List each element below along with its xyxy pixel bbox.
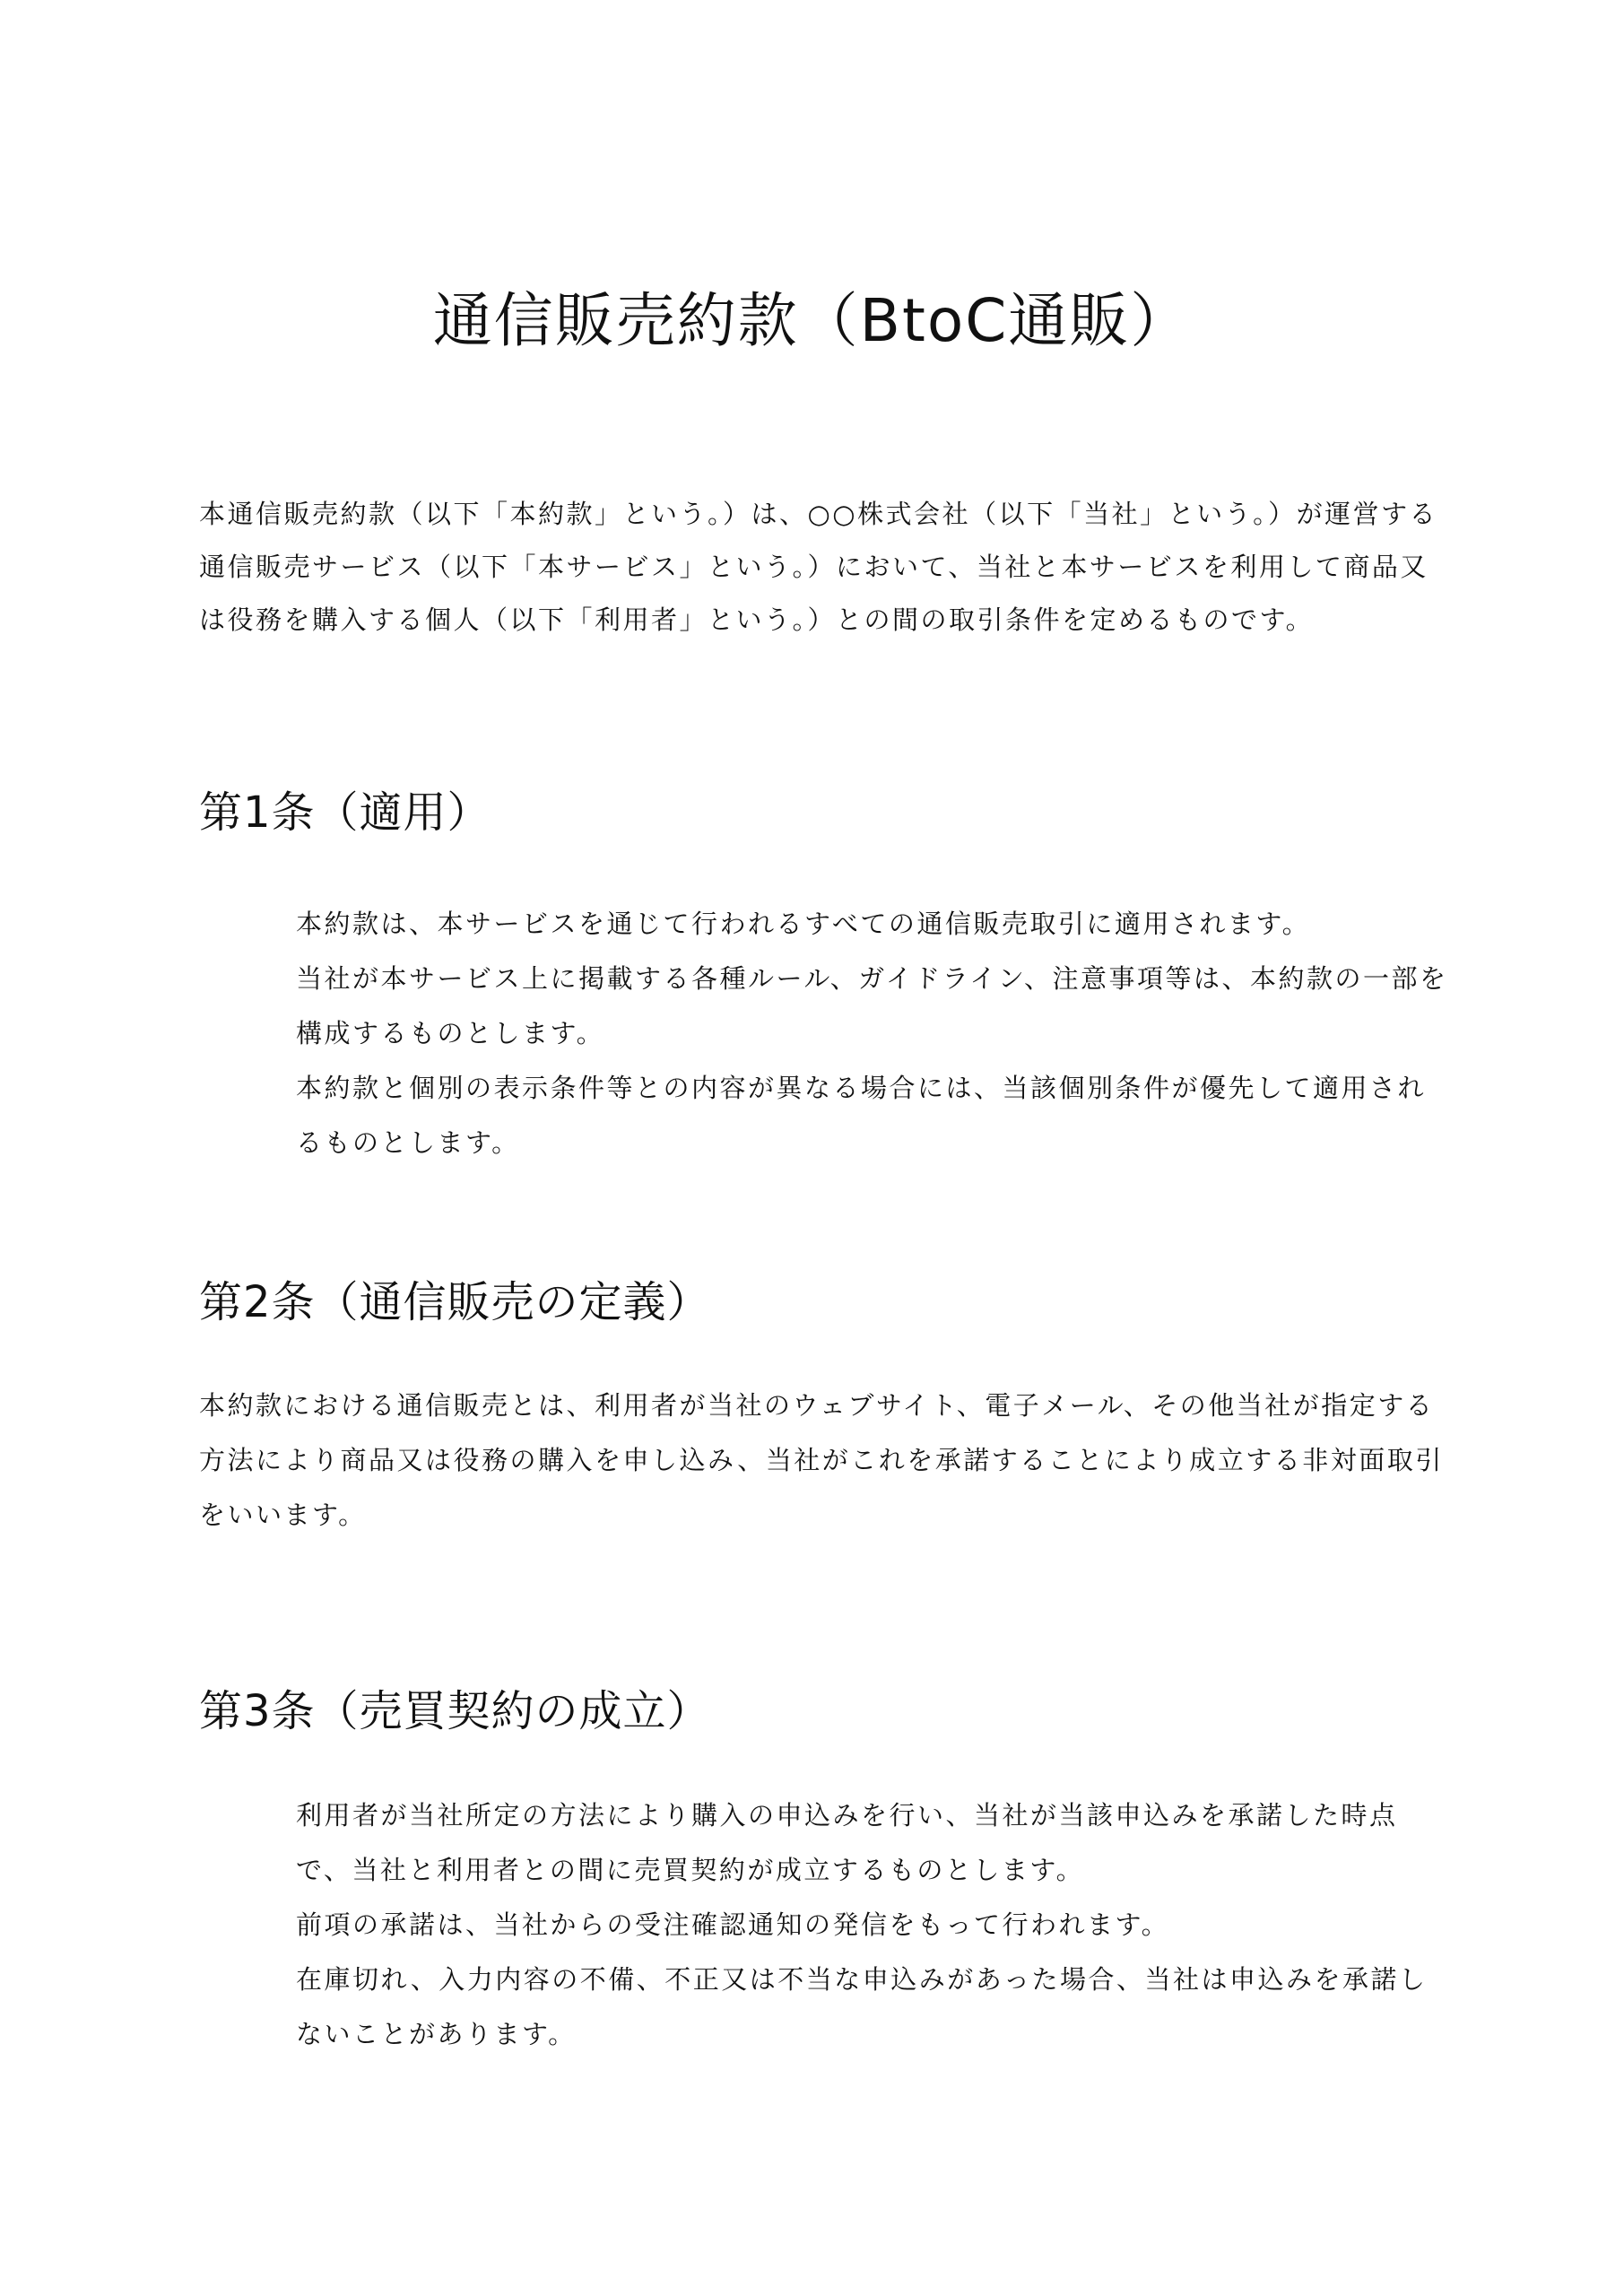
article-1-paragraph-1: 本約款は、本サービスを通じて行われるすべての通信販売取引に適用されます。: [296, 909, 1311, 939]
article-1-paragraph-3: 本約款と個別の表示条件等との内容が異なる場合には、当該個別条件が優先して適用されるものとします。: [296, 1073, 1427, 1158]
document-title: 通信販売約款（BtoC通販）: [432, 286, 1192, 355]
article-3-heading: 第3条（売買契約の成立）: [199, 1686, 711, 1736]
article-2-paragraph-1: 本約款における通信販売とは、利用者が当社のウェブサイト、電子メール、その他当社が指定する方法により商品又は役務の購入を申し込み、当社がこれを承諾することにより成立する非対面取引をいいます。: [199, 1390, 1444, 1530]
article-2-heading: 第2条（通信販売の定義）: [199, 1277, 711, 1327]
article-1-heading: 第1条（適用）: [199, 787, 491, 838]
article-3-paragraph-3: 在庫切れ、入力内容の不備、不正又は不当な申込みがあった場合、当社は申込みを承諾しないことがあります。: [296, 1964, 1428, 2049]
article-2-body: [199, 1378, 1455, 1543]
article-1-body: [296, 897, 1453, 1170]
intro-paragraph: 本通信販売約款（以下「本約款」という。）は、○○株式会社（以下「当社」という。）が運営する通信販売サービス（以下「本サービス」という。）において、当社と本サービスを利用して商品又は役務を購入する個人（以下「利用者」という。）との間の取引条件を定めるものです。: [199, 499, 1438, 635]
article-3-paragraph-1: 利用者が当社所定の方法により購入の申込みを行い、当社が当該申込みを承諾した時点で、当社と利用者との間に売買契約が成立するものとします。: [296, 1800, 1398, 1885]
article-1-paragraph-2: 当社が本サービス上に掲載する各種ルール、ガイドライン、注意事項等は、本約款の一部を構成するものとします。: [296, 963, 1448, 1048]
article-3-paragraph-2: 前項の承諾は、当社からの受注確認通知の発信をもって行われます。: [296, 1909, 1170, 1940]
article-3-body: [296, 1788, 1453, 2062]
